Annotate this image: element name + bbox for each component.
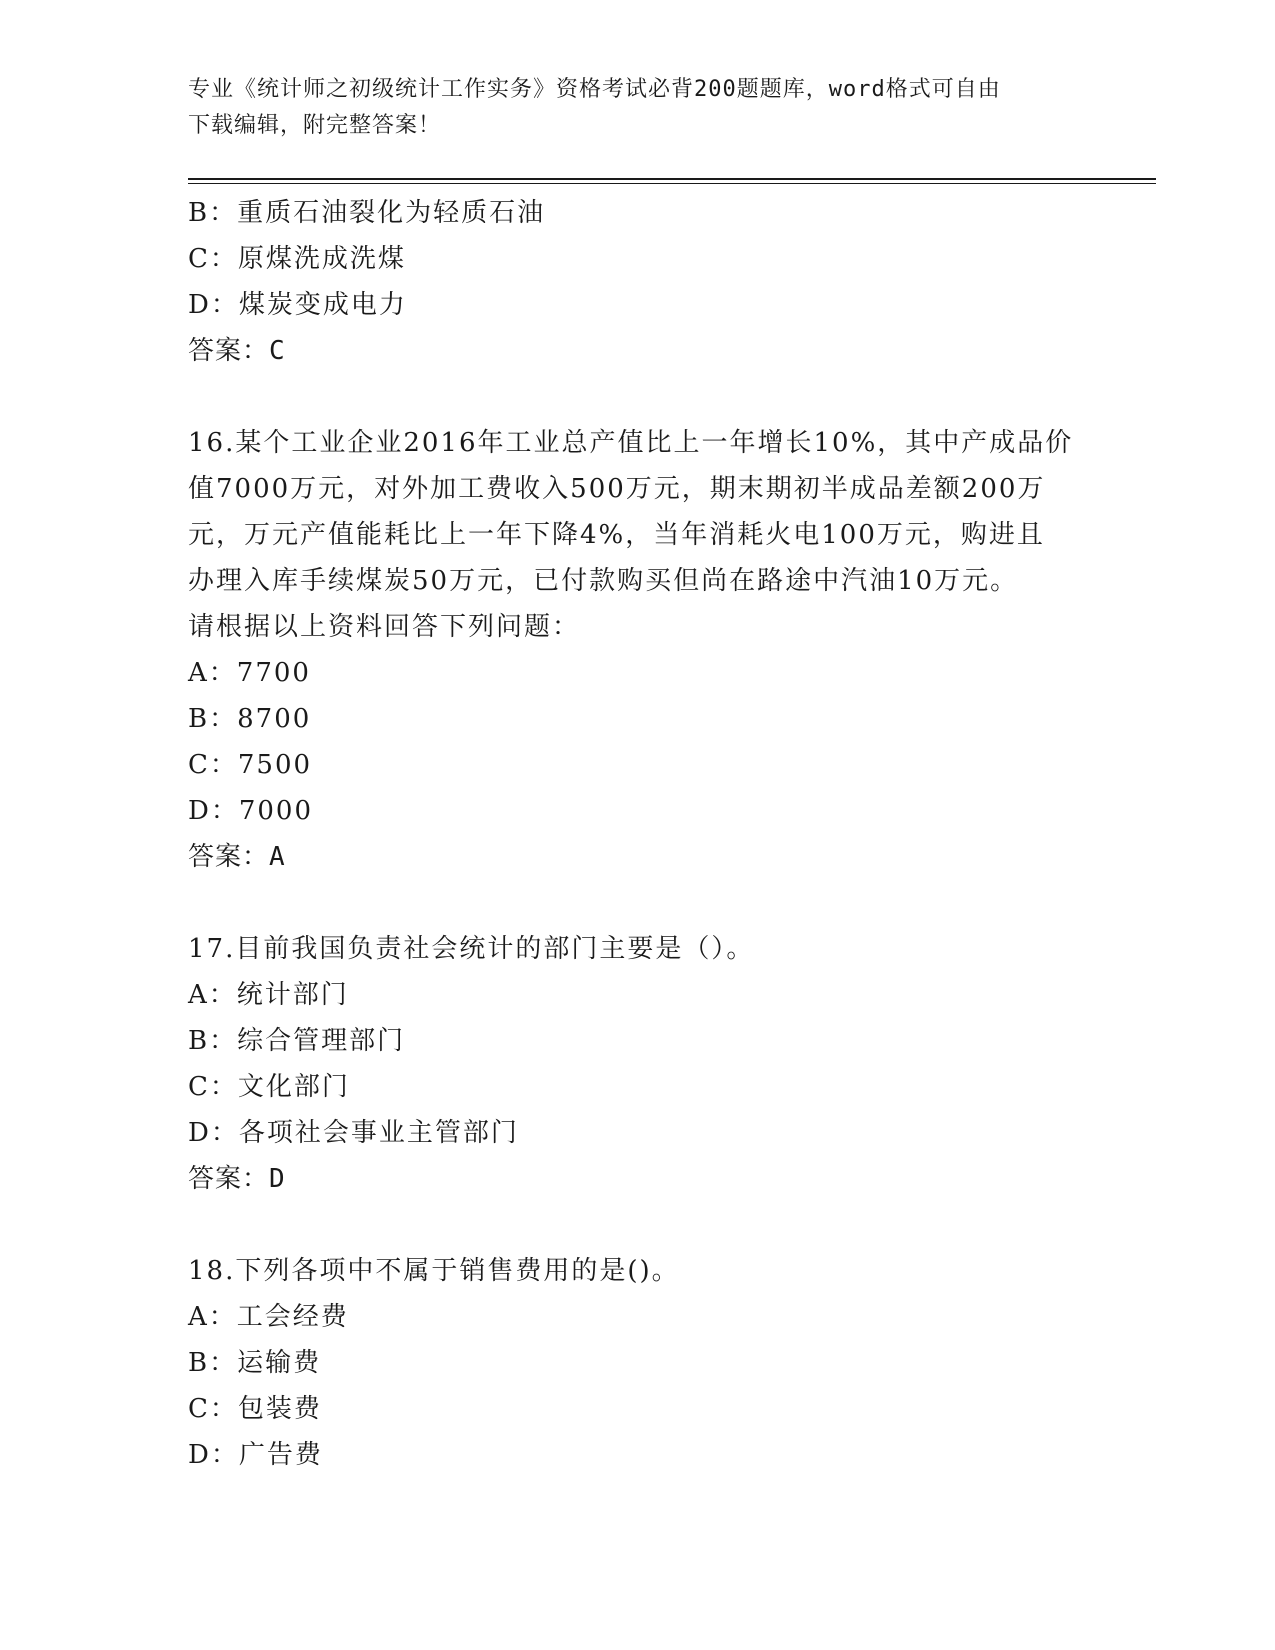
question-stem: 17.目前我国负责社会统计的部门主要是（）。 [188, 934, 755, 964]
header-line-1: 专业《统计师之初级统计工作实务》资格考试必背200题题库，word格式可自由 [188, 77, 1001, 102]
page-header [188, 72, 1068, 144]
question-stem-line: 元，万元产值能耗比上一年下降4%，当年消耗火电100万元，购进且 [188, 520, 1045, 550]
option-a: A：统计部门 [188, 980, 349, 1010]
answer-line: 答案：D [188, 1164, 286, 1194]
document-body [188, 190, 1088, 1478]
question-18 [188, 1248, 1088, 1478]
question-15-continued [188, 190, 1088, 374]
header-rule-thick [188, 178, 1156, 180]
option-c: C：文化部门 [188, 1072, 350, 1102]
option-b: B：8700 [188, 704, 312, 734]
question-17 [188, 926, 1088, 1202]
option-a: A：7700 [188, 658, 311, 688]
question-stem-line: 16.某个工业企业2016年工业总产值比上一年增长10%，其中产成品价 [188, 428, 1074, 458]
answer-line: 答案：A [188, 842, 286, 872]
option-b: B：重质石油裂化为轻质石油 [188, 198, 546, 228]
question-stem: 18.下列各项中不属于销售费用的是()。 [188, 1256, 680, 1286]
option-d: D：各项社会事业主管部门 [188, 1118, 519, 1148]
question-stem-line: 请根据以上资料回答下列问题： [188, 612, 581, 642]
option-c: C：包装费 [188, 1394, 322, 1424]
option-c: C：7500 [188, 750, 313, 780]
header-rule-thin [188, 183, 1156, 184]
option-b: B：综合管理部门 [188, 1026, 406, 1056]
question-stem-line: 值7000万元，对外加工费收入500万元，期末期初半成品差额200万 [188, 474, 1046, 504]
question-16 [188, 420, 1088, 880]
option-d: D：煤炭变成电力 [188, 290, 407, 320]
answer-line: 答案：C [188, 336, 286, 366]
option-c: C：原煤洗成洗煤 [188, 244, 406, 274]
header-line-2: 下载编辑，附完整答案！ [188, 113, 442, 138]
question-stem-line: 办理入库手续煤炭50万元，已付款购买但尚在路途中汽油10万元。 [188, 566, 1019, 596]
option-b: B：运输费 [188, 1348, 322, 1378]
option-a: A：工会经费 [188, 1302, 349, 1332]
option-d: D：广告费 [188, 1440, 323, 1470]
option-d: D：7000 [188, 796, 314, 826]
